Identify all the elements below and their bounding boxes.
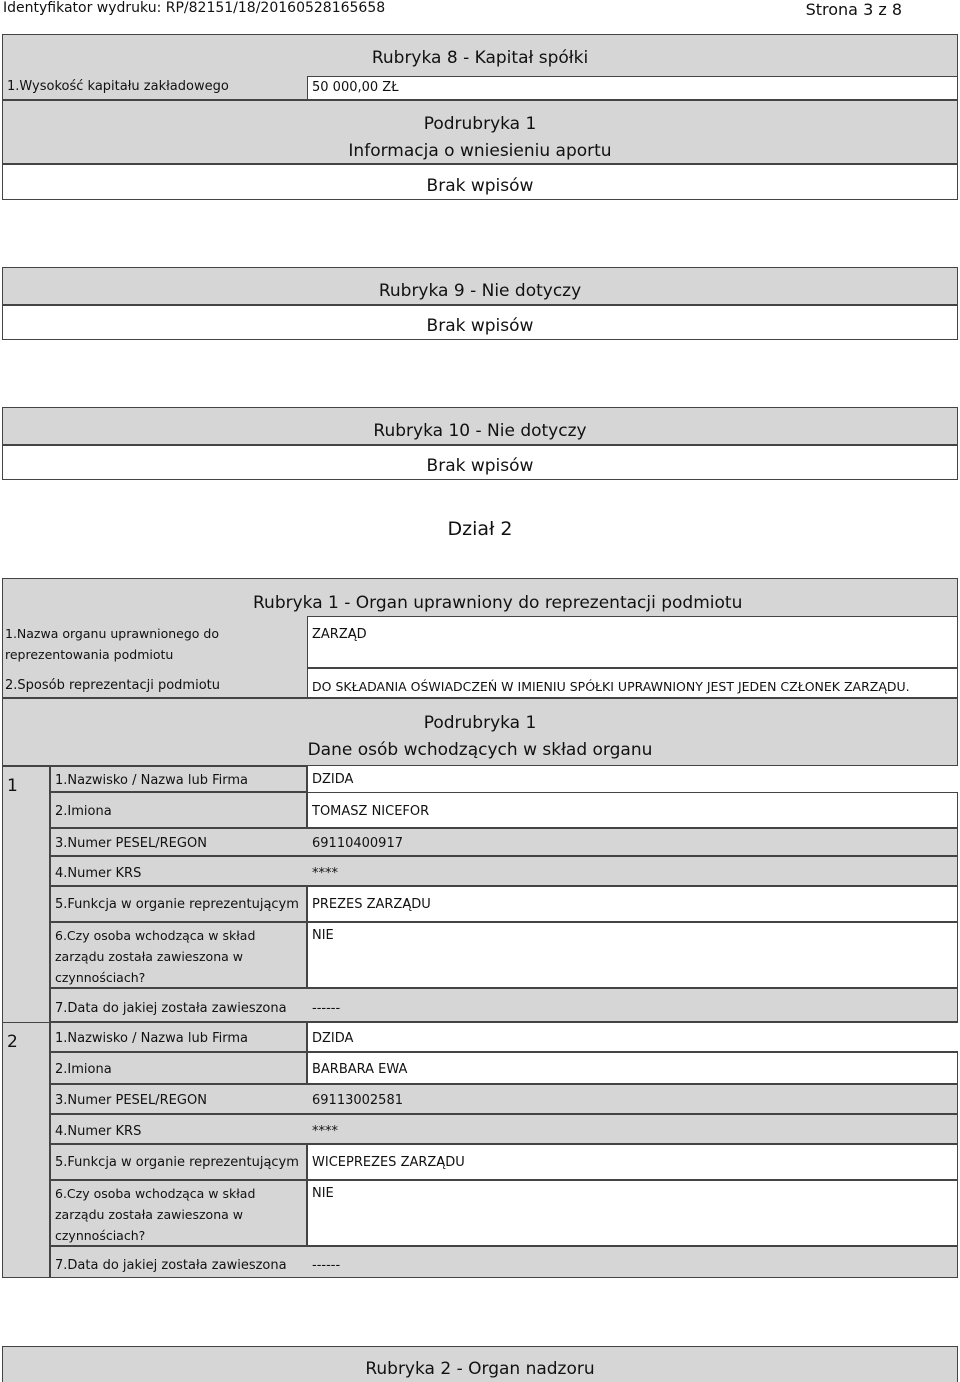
pesel-value: 69110400917 (312, 836, 403, 851)
rubryka8-title: Rubryka 8 - Kapitał spółki (371, 48, 589, 68)
pesel-value: 69113002581 (312, 1093, 403, 1108)
p1-f4-row (50, 856, 958, 886)
podrubryka-aport-title2: Informacja o wniesieniu aportu (348, 141, 612, 161)
kapital-value: 50 000,00 ZŁ (312, 80, 399, 95)
organ-name-value-cell (307, 616, 958, 668)
rubryka2-header (2, 1346, 958, 1382)
rubryka9-title: Rubryka 9 - Nie dotyczy (378, 281, 582, 301)
field-label: 3.Numer PESEL/REGON (55, 836, 207, 851)
field-label: 5.Funkcja w organie reprezentującym (55, 897, 299, 912)
field-label: 1.Nazwisko / Nazwa lub Firma (55, 1031, 248, 1046)
field-label: 2.Imiona (55, 804, 112, 819)
field-label: 7.Data do jakiej została zawieszona (55, 1258, 287, 1273)
field-label: 6.Czy osoba wchodząca w skład zarządu została zawieszona w czynnościach? (55, 1186, 256, 1243)
function-value: WICEPREZES ZARZĄDU (312, 1155, 465, 1170)
p2-f5-label-cell (50, 1144, 307, 1180)
organ-name-label: 1.Nazwa organu uprawnionego do reprezentowania podmiotu (5, 626, 220, 662)
podrubryka-osoby-title2: Dane osób wchodzących w skład organu (307, 740, 653, 760)
p2-f2-label-cell (50, 1052, 307, 1084)
surname-value: DZIDA (312, 772, 354, 787)
dzial-title: Dział 2 (447, 518, 513, 540)
persons-divider (2, 1022, 50, 1023)
p1-f3-row (50, 828, 958, 856)
kapital-label: 1.Wysokość kapitału zakładowego (7, 79, 229, 94)
reprezentacja-value: DO SKŁADANIA OŚWIADCZEŃ W IMIENIU SPÓŁKI UPRAWNIONY JEST JEDEN CZŁONEK ZARZĄDU. (312, 679, 910, 694)
podrubryka-aport-empty: Brak wpisów (426, 176, 534, 196)
person-number: 1 (7, 776, 18, 796)
kapital-value-cell (307, 76, 958, 100)
field-label: 1.Nazwisko / Nazwa lub Firma (55, 773, 248, 788)
p1-f6-value-cell (307, 922, 958, 988)
podrubryka-osoby-header (2, 698, 958, 766)
suspension-date-value: ------ (312, 1258, 341, 1273)
podrubryka-osoby-title1: Podrubryka 1 (423, 713, 537, 733)
p1-f1-value-cell (307, 766, 958, 792)
rubryka10-header (2, 407, 958, 445)
p1-f2-value-cell (307, 792, 958, 828)
p1-f5-label-cell (50, 886, 307, 922)
rubryka8-row-label-cell (2, 76, 307, 100)
rubryka1-title: Rubryka 1 - Organ uprawniony do reprezentacji podmiotu (253, 593, 743, 613)
field-label: 4.Numer KRS (55, 1124, 142, 1139)
page-number: Strona 3 z 8 (805, 0, 902, 19)
podrubryka-aport-title1: Podrubryka 1 (423, 114, 537, 134)
podrubryka-aport-body (2, 164, 958, 200)
field-label: 2.Imiona (55, 1062, 112, 1077)
rubryka2-title: Rubryka 2 - Organ nadzoru (365, 1359, 595, 1379)
p2-f7-row (50, 1246, 958, 1278)
p2-f2-value-cell (307, 1052, 958, 1084)
reprezentacja-value-cell (307, 668, 958, 698)
print-identifier: Identyfikator wydruku: RP/82151/18/20160528165658 (3, 0, 386, 16)
p2-f1-value-cell (307, 1022, 958, 1052)
p1-f6-label-cell (50, 922, 307, 988)
p1-f7-row (50, 988, 958, 1022)
rubryka9-header (2, 267, 958, 305)
organ-name-value: ZARZĄD (312, 627, 367, 642)
person-number: 2 (7, 1032, 18, 1052)
rubryka10-title: Rubryka 10 - Nie dotyczy (373, 421, 587, 441)
reprezentacja-label: 2.Sposób reprezentacji podmiotu (5, 678, 220, 693)
p2-f1-label-cell (50, 1022, 307, 1052)
p2-f6-value-cell (307, 1180, 958, 1246)
p2-f6-label-cell (50, 1180, 307, 1246)
rubryka9-empty: Brak wpisów (426, 316, 534, 336)
krs-value: **** (312, 1124, 338, 1139)
field-label: 4.Numer KRS (55, 866, 142, 881)
p1-f5-value-cell (307, 886, 958, 922)
p1-f2-label-cell (50, 792, 307, 828)
suspended-value: NIE (312, 928, 334, 943)
suspension-date-value: ------ (312, 1001, 341, 1016)
given-names-value: BARBARA EWA (312, 1062, 408, 1077)
p2-f4-row (50, 1114, 958, 1144)
podrubryka-aport-header (2, 100, 958, 164)
field-label: 6.Czy osoba wchodząca w skład zarządu została zawieszona w czynnościach? (55, 928, 256, 985)
surname-value: DZIDA (312, 1031, 354, 1046)
p2-f5-value-cell (307, 1144, 958, 1180)
given-names-value: TOMASZ NICEFOR (312, 804, 430, 819)
field-label: 3.Numer PESEL/REGON (55, 1093, 207, 1108)
krs-value: **** (312, 866, 338, 881)
p1-f1-label-cell (50, 766, 307, 792)
rubryka10-empty: Brak wpisów (426, 456, 534, 476)
field-label: 7.Data do jakiej została zawieszona (55, 1001, 287, 1016)
suspended-value: NIE (312, 1186, 334, 1201)
rubryka9-body (2, 305, 958, 340)
function-value: PREZES ZARZĄDU (312, 897, 431, 912)
rubryka10-body (2, 445, 958, 480)
p2-f3-row (50, 1084, 958, 1114)
field-label: 5.Funkcja w organie reprezentującym (55, 1155, 299, 1170)
